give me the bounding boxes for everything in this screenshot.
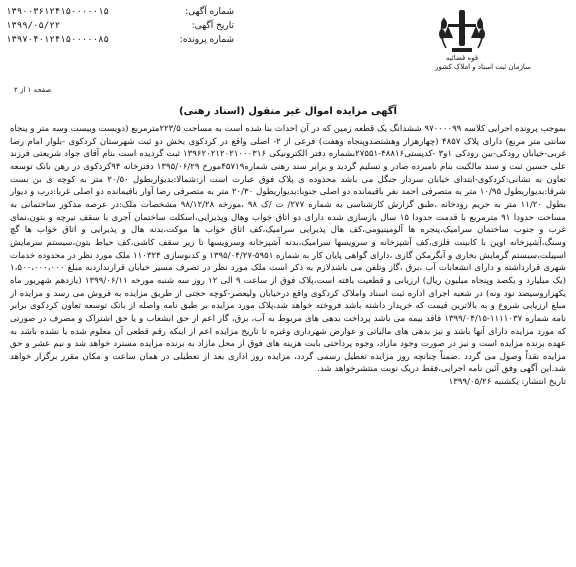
ad-number: ۱۳۹۰۰۳۶۱۲۴۱۵۰۰۰۰۰۱۵ <box>6 7 109 17</box>
organization-name: سازمان ثبت اسناد و املاک کشور <box>435 63 531 71</box>
ad-date-label: تاریخ آگهی: <box>191 21 234 31</box>
ad-number-label: شماره آگهی: <box>185 7 234 17</box>
notice-body-paragraph: بموجب پرونده اجرایی کلاسه ۹۷۰۰۰۰۹۹ ششدانگ یک قطعه زمین که در آن احداث بنا شده است به مساحت ۲۲۳/۵مترمربع (دویست وبیست وسه متر و پنجاه سانتی متر مربع) دارای پلاک ۴۸۵۷ (چهارهزار وهشتصدوپنجاه وهفت) فرعی از ۲- اصلی واقع در کردکوی بخش دو ثبت شهرستان کردکوی -بلوار امام رضا غربی-خیابان رودکی-بین رودکی ۱و۳ -کدپستی۴۸۸۱۶-۲۷۵۵۱بشماره دفتر الکترونیکی ۱۳۹۶۲۰۲۱۲۰۲۱۰۰۰۳۱۶ ثبت گردیده است بنام آقای جواد شریعتی فرزند علی حسین ثبت و سند مالکیت بنام نامبرده صادر و تسلیم گردید و برابر سند رهنی شماره۴۵۷۱۹مورخ ۱۳۹۵/۰۶/۲۹ دفترخانه ۹۴کردکوی در رهن بانک توسعه تعاون به نشانی:کردکوی-ابتدای خیابان سردار جنگل می باشد محدوده ی پلاک فوق عبارت است از:شمالا:بدیواربطول ۲۰/۵۰ متر به کوچه ی بن بست شرقا:بدیواربطول ۱۰/۹۵ متر به متصرفی احمد نفر باقیمانده دو اصلی جنوبا:بدیواربطول ۲۰/۳۰ متر به متصرفی رضا آوار باقیمانده دو اصلی غربا:درب و دیوار بطول ۱۱/۲۰ متر به حریم رودخانه ،طبق گزارش کارشناسی به شماره ۲۷۷/ ت /ک ۹۸ ،مورخه ۹۸/۱۲/۲۸ مشخصات ملک:در عرصه مذکور ساختمانی به مساحت حدودا ۹۱ مترمربع با قدمت حدودا ۱۵ سال بازسازی شده دارای دو اتاق خواب وهال وپذیرایی،اسکلت ساختمان آجری با سقف تیرچه و بتون،نمای غرب و جنوب ساختمان سرامیک،پنجره ها آلومینیومی،کف هال پذیرایی سرامیک،کف اتاق خواب ها موکت،بدنه هال و پذیرایی و اتاق خواب ها گچ وسنگ،آشپزخانه اوپن با کابینت فلزی،کف آشپزخانه و سرویسها سرامیک،بدنه آشپزخانه وسرویسها تا زیر سقف کاشی،کف حیاط بتون،سیستم سرمایش اسپیلت،سیستم گرمایش بخاری و آبگرمکن گازی ،دارای گواهی پایان کار به شماره ۵۹۵۱-۱۳۹۵/۰۴/۲۷ و کدنوسازی ۱۱۰۳۲۴ ملک مورد نظر در محدوده خدمات شهری قرارداشته و دارای انشعابات آب ،برق ،گاز وتلفن می باشدلازم به ذکر است ملک مورد نظر در تصرف مسیر خیابان قرارنداردبه مبلغ ۱،۵۰۰،۰۰۰،۰۰۰ (یک میلیارد و یکصد وپنجاه میلیون ریال) ارزیابی و قطعیت یافته است،پلاک فوق از ساعت ۹ الی ۱۲ روز سه شنبه مورخه ۱۳۹۹/۰۶/۱۱ (یازدهم شهریور ماه یکهزاروسیصد نود ونه) در شعبه اجرای اداره ثبت اسناد واملاک کردکوی واقع درخیابان ولیعصر-کوچه حجتی از طریق مزایده به فروش می رسد و مزایده از مبلغ ارزیابی شروع و به بالاترین قیمت که خریدار داشته باشد فروخته خواهد شد،پلاک مورد مزایده بر طبق نامه واصله از بانک توسعه تعاون کردکوی برابر نامه شماره ۱۱۱۱۰۳۷-۱۳۹۹/۰۴/۱۵ فاقد بیمه می باشد پرداخت بدهی های مربوط به آب، برق، گاز اعم از حق انشعاب و یا حق اشتراک و مصرف در صورتی که مورد مزایده دارای آنها باشد و نیز بدهی های مالیاتی و عوارض شهرداری وغیره تا تاریخ مزایده اعم از اینکه رقم قطعی آن معلوم شده یا نشده باشد به عهده برنده مزایده است و نیز در صورت وجود مازاد، وجوه پرداختی بابت هزینه های فوق از محل مازاد به برنده مزایده مسترد خواهد شد و نیم عشر و حق مزایده نقداً وصول می گردد .ضمناً چنانچه روز مزایده تعطیل رسمی گردد، مزایده روز اداری بعد از تعطیلی در همان ساعت و مکان مقرر برگزار خواهد شد.این آگهی وفق آئین نامه اجرایی،فقط دریک نوبت منتشرخواهد شد. <box>10 124 566 375</box>
ad-date-row <box>6 19 234 33</box>
notice-body <box>10 123 566 559</box>
ad-number-row <box>6 5 234 19</box>
emblem-caption: قوه قضائیه <box>445 54 479 62</box>
case-number: ۱۳۹۷۰۴۰۱۲۴۱۵۰۰۰۰۰۸۵ <box>6 35 109 45</box>
ad-date: ۱۳۹۹/۰۵/۲۲ <box>6 21 61 31</box>
publish-date-line: تاریخ انتشار: یکشنبه ۱۳۹۹/۰۵/۲۶ <box>448 377 566 388</box>
case-number-row <box>6 33 234 47</box>
notice-title: آگهی مزایده اموال غیر منقول (اسناد رهنی) <box>179 106 397 117</box>
page-indicator: صفحه ۱ از ۲ <box>14 86 52 94</box>
judiciary-emblem-icon <box>432 4 492 62</box>
notice-metadata <box>6 5 234 47</box>
case-number-label: شماره پرونده: <box>179 35 234 45</box>
